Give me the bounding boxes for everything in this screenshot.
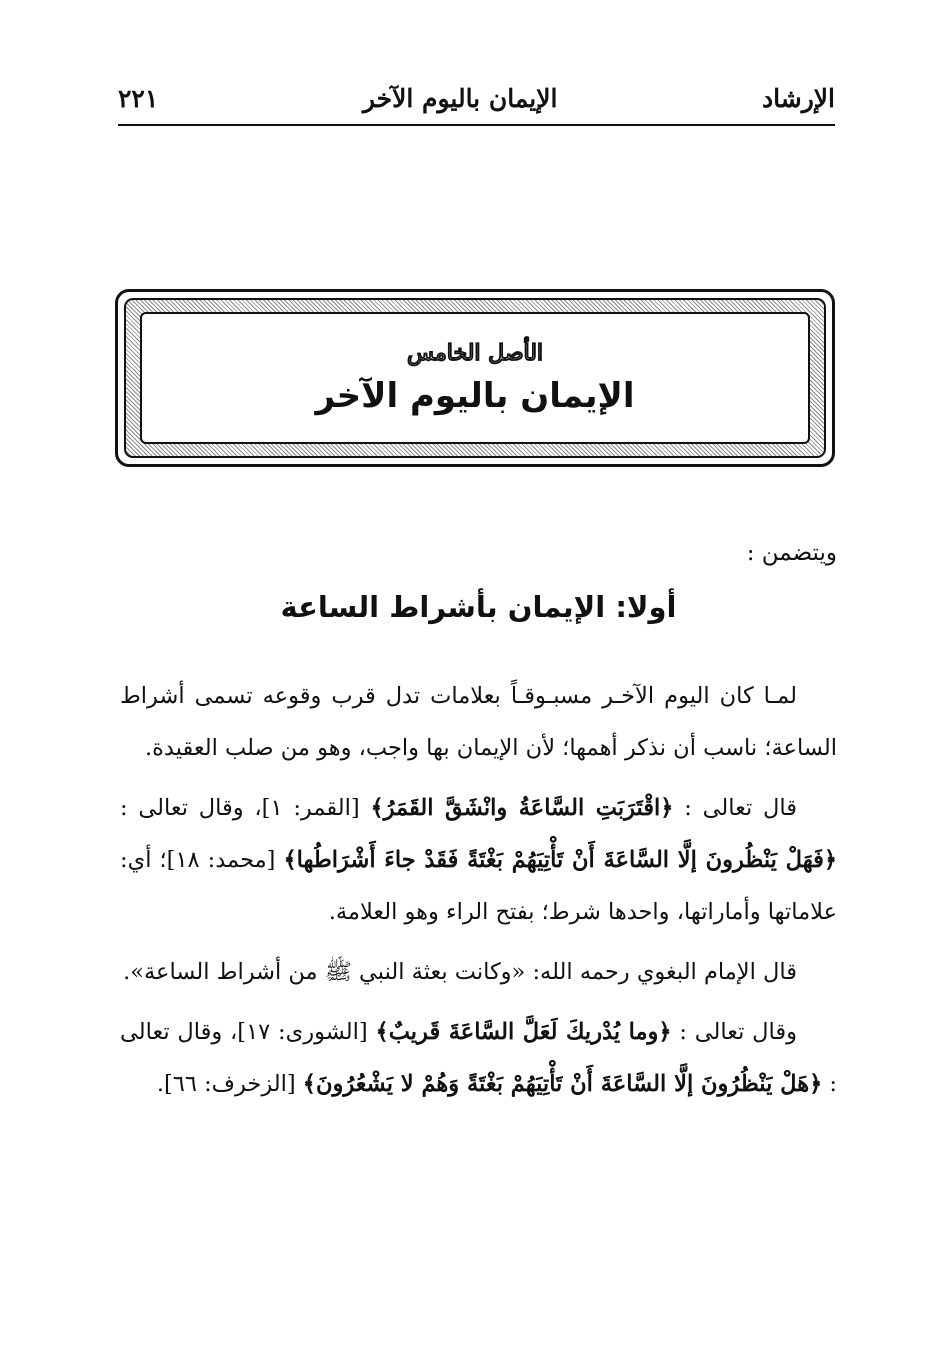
text-run: [الزخرف: ٦٦]. xyxy=(156,1071,303,1097)
paragraph-4 xyxy=(120,1006,837,1110)
page-number: ٢٢١ xyxy=(118,83,159,113)
text-run: [الشورى: ١٧]، وقال تعالى : xyxy=(120,1019,837,1097)
book-title: الإرشاد xyxy=(762,83,835,113)
text-run: قال تعالى : xyxy=(673,795,798,821)
text-run: [القمر: ١]، وقال تعالى : xyxy=(120,795,371,821)
chapter-title: الإيمان باليوم الآخر xyxy=(362,83,558,113)
header-rule xyxy=(118,124,835,126)
quran-verse: ﴿اقْتَرَبَتِ السَّاعَةُ وانْشَقَّ القَمَرُ﴾ xyxy=(370,795,674,821)
subheading: أولا: الإيمان بأشراط الساعة xyxy=(280,590,677,624)
paragraph-3: قال الإمام البغوي رحمه الله: «وكانت بعثة النبي ﷺ من أشراط الساعة». xyxy=(123,959,797,985)
paragraph-1: لمـا كان اليوم الآخـر مسبـوقـاً بعلامات تدل قرب وقوعه تسمى أشراط الساعة؛ ناسب أن نذكر أهمها؛ لأن الإيمان بها واجب، وهو من صلب العقيدة. xyxy=(120,683,837,761)
text-run: وقال تعالى : xyxy=(671,1019,798,1045)
decorative-hatched-border xyxy=(124,298,826,458)
intro-line: ويتضمن : xyxy=(746,540,837,566)
paragraph-2 xyxy=(120,782,837,938)
quran-verse: ﴿فَهَلْ يَنْظُرونَ إلَّا السَّاعَةَ أَنْ تَأْتِيَهُمْ بَغْتَةً فَقَدْ جاءَ أَشْرَاطُها﴾ xyxy=(283,847,838,873)
section-label: الأصل الخامس xyxy=(406,340,544,366)
page-body xyxy=(120,540,837,1118)
running-header xyxy=(118,78,835,118)
section-title-frame xyxy=(115,289,835,467)
quran-verse: ﴿وما يُدْريكَ لَعَلَّ السَّاعَةَ قَريبٌ﴾ xyxy=(375,1019,672,1045)
quran-verse: ﴿هَلْ يَنْظُرُونَ إلَّا السَّاعَةَ أَنْ تَأْتِيَهُمْ بَغْتَةً وَهُمْ لا يَشْعُرُونَ﴾ xyxy=(302,1071,823,1097)
text-run: [محمد: ١٨]؛ أي: علاماتها وأماراتها، واحدها شرط؛ بفتح الراء وهو العلامة. xyxy=(120,847,837,925)
title-panel xyxy=(140,312,810,444)
section-title: الإيمان باليوم الآخر xyxy=(315,376,635,416)
